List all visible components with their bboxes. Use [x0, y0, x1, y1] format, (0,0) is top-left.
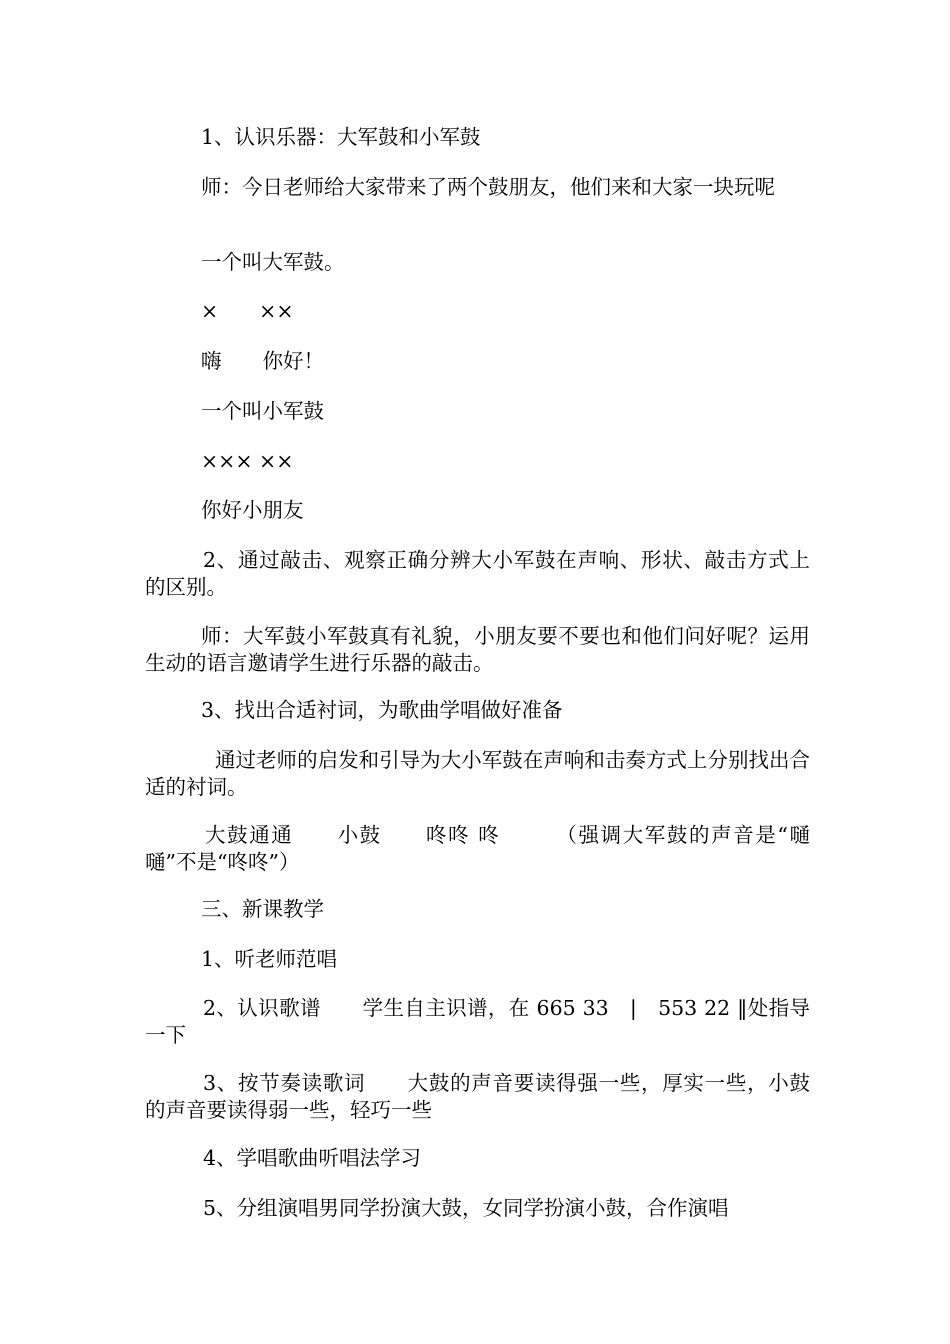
- paragraph-14: 三、新课教学: [201, 897, 324, 921]
- paragraph-7: ××× ××: [201, 449, 294, 473]
- paragraph-18: 4、学唱歌曲听唱法学习: [203, 1146, 422, 1170]
- paragraph-6: 一个叫小军鼓: [201, 399, 324, 423]
- paragraph-1: 1、认识乐器：大军鼓和小军鼓: [201, 125, 481, 149]
- paragraph-15: 1、听老师范唱: [201, 947, 338, 971]
- paragraph-11: 3、找出合适衬词，为歌曲学唱做好准备: [201, 698, 563, 722]
- paragraph-19: 5、分组演唱男同学扮演大鼓，女同学扮演小鼓，合作演唱: [203, 1196, 729, 1220]
- paragraph-5: 嗨 你好！: [201, 349, 324, 373]
- paragraph-2: 师：今日老师给大家带来了两个鼓朋友，他们来和大家一块玩呢: [201, 175, 775, 199]
- paragraph-4: × ××: [201, 299, 294, 323]
- paragraph-8: 你好小朋友: [201, 498, 304, 522]
- paragraph-16: 2、认识歌谱 学生自主识谱，在 665 33 | 553 22 ‖处指导一下: [145, 996, 810, 1047]
- paragraph-17: 3、按节奏读歌词 大鼓的声音要读得强一些，厚实一些，小鼓的声音要读得弱一些，轻巧一些: [145, 1071, 810, 1122]
- paragraph-10: 师：大军鼓小军鼓真有礼貌，小朋友要不要也和他们问好呢？运用生动的语言邀请学生进行乐器的敲击。: [145, 624, 810, 675]
- paragraph-9: 2、通过敲击、观察正确分辨大小军鼓在声响、形状、敲击方式上的区别。: [145, 548, 810, 599]
- paragraph-13: 大鼓通通 小鼓 咚咚 咚 （强调大军鼓的声音是“嗵嗵”不是“咚咚”）: [145, 823, 810, 874]
- paragraph-12: 通过老师的启发和引导为大小军鼓在声响和击奏方式上分别找出合适的衬词。: [145, 748, 810, 799]
- paragraph-3: 一个叫大军鼓。: [201, 250, 345, 274]
